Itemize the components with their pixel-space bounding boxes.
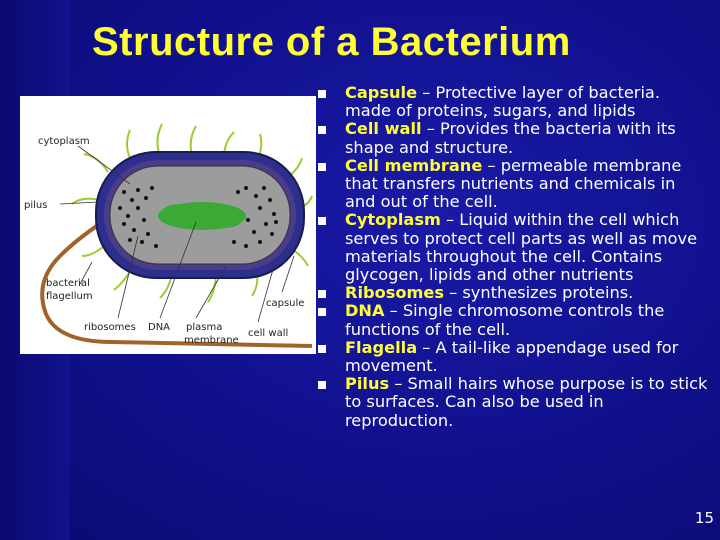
bullet-square-icon: [318, 126, 326, 134]
definition: – Liquid within the cell which serves to protect cell parts as well as move materials throughout the cell. Contains glycogen, lipids and other nutrients: [345, 210, 698, 285]
list-item: [318, 375, 710, 430]
bullet-square-icon: [318, 90, 326, 98]
term: Cell wall: [345, 119, 422, 139]
definition: – Provides the bacteria with its shape and structure.: [345, 119, 676, 157]
definition: – permeable membrane that transfers nutrients and chemicals in and out of the cell.: [345, 155, 682, 212]
term: DNA: [345, 301, 385, 321]
label-flagellum-line2: flagellum: [46, 291, 93, 302]
definition: – Small hairs whose purpose is to stick to surfaces. Can also be used in reproduction.: [345, 374, 708, 430]
bacterium-diagram: [20, 96, 316, 354]
bullet-square-icon: [318, 345, 326, 353]
list-item: [318, 339, 710, 375]
label-membrane-line1: plasma: [186, 322, 223, 333]
list-item: [318, 157, 710, 212]
label-dna: DNA: [148, 322, 171, 333]
bullet-square-icon: [318, 163, 326, 171]
list-item: [318, 120, 710, 156]
list-item: [318, 211, 710, 284]
label-pilus: pilus: [24, 200, 48, 211]
term: Capsule: [345, 83, 418, 102]
definition-list: [318, 84, 710, 430]
bullet-square-icon: [318, 290, 326, 298]
label-membrane-line2: membrane: [184, 335, 239, 346]
label-capsule: capsule: [266, 298, 305, 309]
list-item: [318, 284, 710, 302]
term: Cell membrane: [345, 155, 483, 175]
label-cytoplasm: cytoplasm: [38, 136, 90, 147]
term: Ribosomes: [345, 283, 444, 303]
term: Flagella: [345, 337, 418, 357]
slide-number: 15: [694, 509, 714, 527]
label-ribosomes: ribosomes: [84, 322, 136, 333]
dna-region: [158, 202, 246, 230]
bullet-square-icon: [318, 381, 326, 389]
list-item: [318, 84, 710, 120]
bullet-square-icon: [318, 308, 326, 316]
definition: – Single chromosome controls the functions of the cell.: [345, 301, 665, 339]
definition: – synthesizes proteins.: [443, 283, 634, 303]
list-item: [318, 302, 710, 338]
definition: – A tail-like appendage used for movement.: [345, 337, 679, 376]
label-flagellum-line1: bacterial: [46, 278, 90, 289]
term: Cytoplasm: [345, 210, 441, 230]
bacterium-illustration: [20, 96, 316, 354]
term: Pilus: [345, 374, 390, 394]
label-cell-wall: cell wall: [248, 328, 289, 339]
bullet-square-icon: [318, 217, 326, 225]
definition: – Protective layer of bacteria. made of proteins, sugars, and lipids: [345, 83, 661, 121]
slide-title: Structure of a Bacterium: [92, 20, 571, 64]
